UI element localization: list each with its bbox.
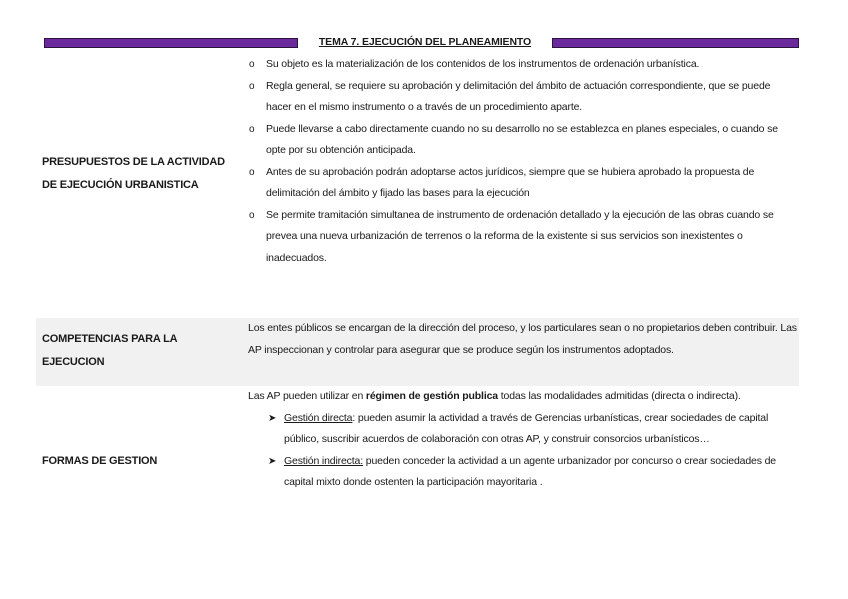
row-presupuestos [36,54,799,318]
page-title: TEMA 7. EJECUCIÓN DEL PLANEAMIENTO [318,36,532,48]
title-bar-left-decoration [44,38,298,48]
presupuestos-list [248,54,798,269]
emphasis-text: régimen de gestión publica [365,390,498,402]
bullet-circle-icon: o [249,59,255,70]
title-bar [44,37,799,49]
arrow-bullet-icon: ➤ [268,455,277,467]
row-label-presupuestos: PRESUPUESTOS DE LA ACTIVIDAD DE EJECUCIÓN URBANISTICA [42,156,225,191]
list-item: o Se permite tramitación simultanea de instrumento de ordenación detallado y la ejecución de las obras cuando se prevea una nueva urbanización de terrenos o la reforma de la existente si sus servicios son inexistentes o inadecuados. [248,205,798,270]
formas-intro: Las AP pueden utilizar en régimen de gestión publica todas las modalidades admitidas (directa o indirecta). [248,390,741,402]
list-item: ➤ Gestión indirecta: pueden conceder la actividad a un agente urbanizador por concurso o crear sociedades de capital mixto donde ostenten la participación mayoritaria . [268,451,798,494]
row-content-competencias: Los entes públicos se encargan de la dirección del proceso, y los particulares sean o no propietarios deben contribuir. Las AP inspeccionan y controlar para asegurar que se produce según los instrumentos adoptados. [248,322,797,356]
list-item: o Puede llevarse a cabo directamente cuando no su desarrollo no se establezca en planes especiales, o cuando se opte por su obtención anticipada. [248,119,798,162]
bullet-circle-icon: o [249,80,255,92]
arrow-bullet-icon: ➤ [268,412,277,424]
bullet-circle-icon: o [249,123,255,135]
list-item: o Su objeto es la materialización de los contenidos de los instrumentos de ordenación urbanística. [248,54,798,76]
formas-list [248,408,798,494]
title-bar-right-decoration [552,38,799,48]
list-item: o Regla general, se requiere su aprobación y delimitación del ámbito de actuación correspondiente, que se puede hacer en el mismo instrumento o a través de un procedimiento aparte. [248,76,798,119]
bullet-circle-icon: o [249,209,255,221]
row-formas [36,386,799,542]
row-label-competencias: COMPETENCIAS PARA LA EJECUCION [42,333,177,368]
row-content-presupuestos [248,54,798,269]
row-content-formas [248,386,798,494]
row-competencias [36,318,799,386]
list-item: ➤ Gestión directa: pueden asumir la actividad a través de Gerencias urbanísticas, crear sociedades de capital público, suscribir acuerdos de colaboración con otras AP, y construir consorcios urbanísticos… [268,408,798,451]
list-item: o Antes de su aprobación podrán adoptarse actos jurídicos, siempre que se hubiera aprobado la propuesta de delimitación del ámbito y fijado las bases para la ejecución [248,162,798,205]
bullet-circle-icon: o [249,166,255,178]
row-label-formas: FORMAS DE GESTION [42,455,158,467]
